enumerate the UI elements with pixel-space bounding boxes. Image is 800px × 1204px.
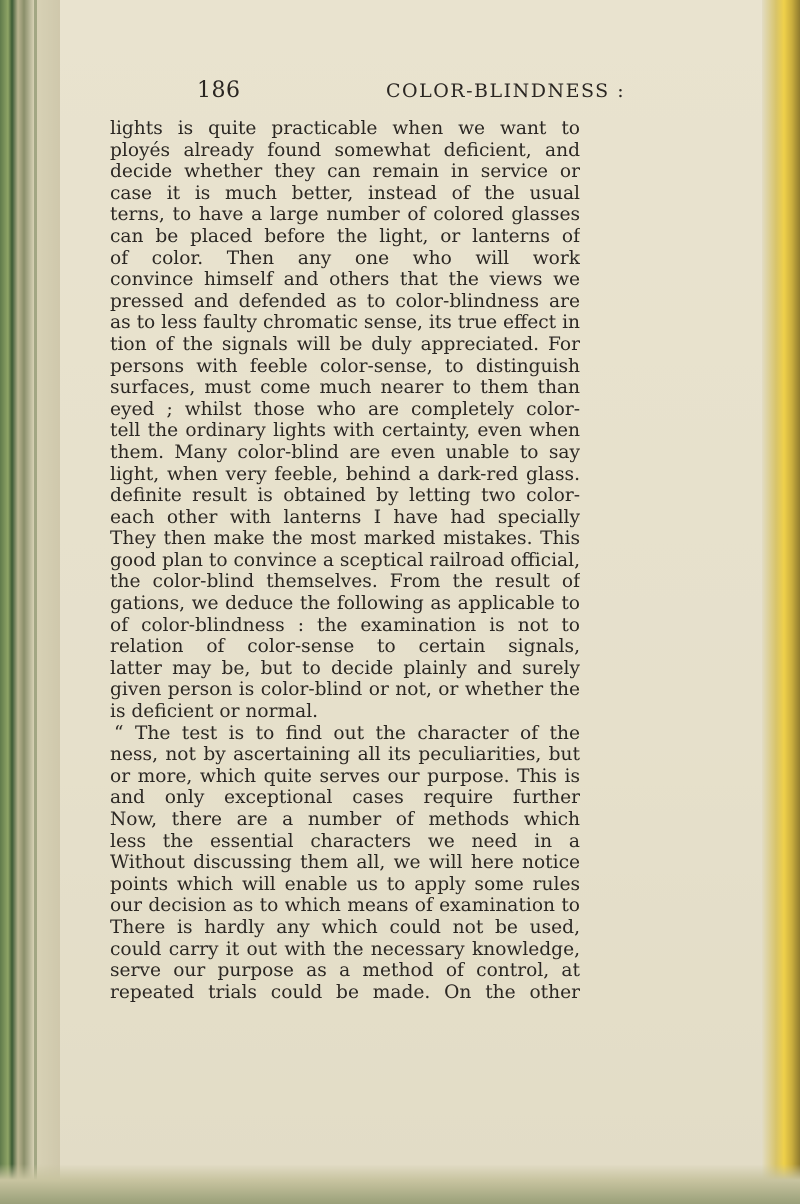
running-head: COLOR-BLINDNESS : (386, 80, 626, 102)
text-line: them. Many color-blind are even unable to say (110, 441, 580, 463)
text-line: of color-blindness : the examination is not to (110, 614, 580, 636)
text-line: can be placed before the light, or lanterns of (110, 225, 580, 247)
text-line: Now, there are a number of methods which (110, 809, 580, 830)
text-line: relation of color-sense to certain signals, (110, 636, 580, 658)
text-line: ployés already found somewhat deficient, and (110, 139, 580, 161)
text-line: persons with feeble color-sense, to distinguish (110, 355, 580, 377)
text-line: pressed and defended as to color-blindness are (110, 290, 580, 312)
text-line: points which will enable us to apply some rules (110, 873, 580, 895)
book-spine-edge (0, 0, 60, 1204)
text-line: could carry it out with the necessary knowledge, (110, 938, 580, 960)
text-line: less the essential characters we need in a (110, 830, 580, 852)
text-line: as to less faulty chromatic sense, its true effect in (110, 312, 580, 334)
text-line: lights is quite practicable when we want to (110, 118, 580, 139)
text-line: our decision as to which means of examination to (110, 895, 580, 917)
text-line: convince himself and others that the views we (110, 269, 580, 291)
text-line: tion of the signals will be duly appreciated. For (110, 333, 580, 355)
text-line: eyed ; whilst those who are completely color- (110, 398, 580, 420)
text-line: “ The test is to find out the character of the (114, 722, 580, 744)
text-line: decide whether they can remain in service or (110, 161, 580, 183)
page-bottom-shadow (0, 1164, 800, 1204)
text-line: given person is color-blind or not, or whether the (110, 679, 580, 701)
text-line: definite result is obtained by letting two color- (110, 485, 580, 507)
page-edge-right (762, 0, 800, 1204)
text-line: latter may be, but to decide plainly and surely (110, 657, 580, 679)
text-line: terns, to have a large number of colored glasses (110, 204, 580, 226)
page-number: 186 (197, 78, 241, 103)
text-line: They then make the most marked mistakes. This (110, 528, 580, 550)
text-line: good plan to convince a sceptical railroad official, (110, 549, 580, 571)
text-line: the color-blind themselves. From the result of (110, 571, 580, 593)
text-line: gations, we deduce the following as applicable to (110, 593, 580, 615)
text-line: and only exceptional cases require further (110, 787, 580, 809)
text-line: light, when very feeble, behind a dark-red glass. (110, 463, 580, 485)
body-text (110, 118, 580, 1003)
text-line: Without discussing them all, we will here notice (110, 852, 580, 874)
text-line: case it is much better, instead of the usual (110, 182, 580, 204)
text-line: is deficient or normal. (110, 701, 319, 723)
text-line: each other with lanterns I have had specially (110, 506, 580, 528)
text-line: surfaces, must come much nearer to them than (110, 377, 580, 399)
text-line: repeated trials could be made. On the other (110, 981, 580, 1003)
text-line: ness, not by ascertaining all its peculiarities, but (110, 744, 580, 766)
text-line: or more, which quite serves our purpose. This is (110, 765, 580, 787)
text-line: serve our purpose as a method of control, at (110, 960, 580, 982)
text-line: There is hardly any which could not be used, (110, 916, 580, 938)
text-line: tell the ordinary lights with certainty, even when (110, 420, 580, 442)
text-line: of color. Then any one who will work (110, 247, 580, 269)
